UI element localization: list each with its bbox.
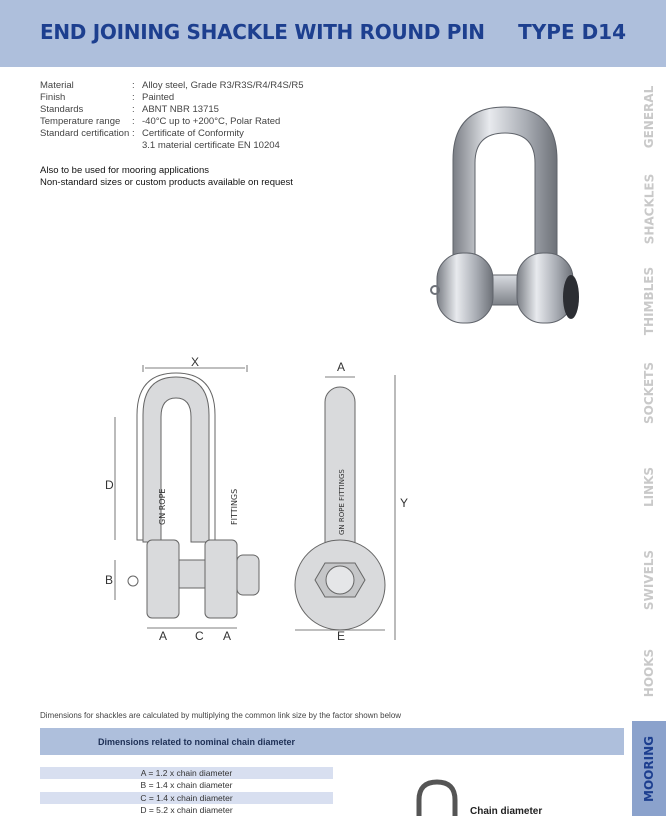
- dim-c: C: [195, 629, 204, 643]
- dim-x: X: [190, 355, 200, 369]
- table-row: C = 1.4 x chain diameter: [40, 792, 333, 804]
- dimension-rows: [40, 767, 333, 816]
- dim-a-right: A: [223, 629, 232, 643]
- tab-swivels[interactable]: SWIVELS: [642, 549, 656, 611]
- chain-diameter-label: Chain diameter: [470, 806, 543, 817]
- dim-e: E: [336, 629, 346, 643]
- page-header: [0, 0, 666, 67]
- spec-value: Alloy steel, Grade R3/R3S/R4/R4S/R5: [142, 80, 304, 91]
- shackle-photo: [425, 85, 585, 335]
- spec-value: Painted: [142, 92, 175, 103]
- dim-b: B: [105, 573, 114, 587]
- spec-value: ABNT NBR 13715: [142, 104, 219, 115]
- spec-label: Standard certification: [40, 128, 130, 139]
- spec-row: [40, 140, 304, 152]
- chain-link-icon: [413, 778, 461, 816]
- table-row: D = 5.2 x chain diameter: [140, 804, 233, 815]
- drawing-text-right: FITTINGS: [230, 488, 239, 525]
- note-mooring: Also to be used for mooring applications: [40, 165, 209, 176]
- spec-list: [40, 80, 304, 152]
- tab-shackles[interactable]: SHACKLES: [642, 173, 657, 245]
- dim-y: Y: [400, 496, 409, 510]
- tab-thimbles[interactable]: THIMBLES: [642, 266, 656, 336]
- tab-links[interactable]: LINKS: [642, 466, 657, 508]
- spec-row: Standards : ABNT NBR 13715: [40, 104, 219, 115]
- drawing-text-side: GN ROPE FITTINGS: [338, 469, 346, 535]
- table-row: B = 1.4 x chain diameter: [140, 780, 233, 791]
- table-row: A = 1.2 x chain diameter: [40, 767, 333, 779]
- spec-row: Finish : Painted: [40, 92, 175, 103]
- spec-value: -40°C up to +200°C, Polar Rated: [142, 116, 281, 127]
- spec-label: Temperature range: [40, 116, 121, 127]
- spec-value: 3.1 material certificate EN 10204: [142, 140, 280, 151]
- tab-sockets[interactable]: SOCKETS: [642, 362, 657, 424]
- spec-label: [40, 140, 132, 152]
- note-custom: Non-standard sizes or custom products available on request: [40, 177, 293, 188]
- tab-mooring[interactable]: MOORING: [632, 721, 666, 816]
- product-type: TYPE D14: [518, 20, 626, 44]
- tab-general[interactable]: GENERAL: [642, 85, 656, 149]
- spec-label: Finish: [40, 92, 66, 103]
- table-heading: Dimensions related to nominal chain diameter: [40, 728, 624, 755]
- spec-label: Standards: [40, 104, 84, 115]
- dim-a-side: A: [336, 360, 346, 374]
- spec-row: Material : Alloy steel, Grade R3/R3S/R4/R4S/R5: [40, 80, 304, 91]
- dim-a-left: A: [159, 629, 168, 643]
- spec-row: Standard certification : Certificate of Conformity: [40, 128, 244, 139]
- spec-label: Material: [40, 80, 74, 91]
- dim-d: D: [105, 478, 114, 492]
- spec-row: Temperature range : -40°C up to +200°C, Polar Rated: [40, 116, 281, 127]
- drawing-text-left: GN ROPE: [158, 488, 167, 525]
- sidebar-nav: [632, 67, 666, 816]
- dimension-caption: Dimensions for shackles are calculated by multiplying the common link size by the factor shown below: [40, 711, 402, 720]
- spec-value: Certificate of Conformity: [142, 128, 244, 139]
- page-title: END JOINING SHACKLE WITH ROUND PIN: [40, 20, 485, 44]
- tab-hooks[interactable]: HOOKS: [642, 648, 657, 698]
- technical-drawing: [95, 355, 425, 655]
- notes: [40, 165, 293, 189]
